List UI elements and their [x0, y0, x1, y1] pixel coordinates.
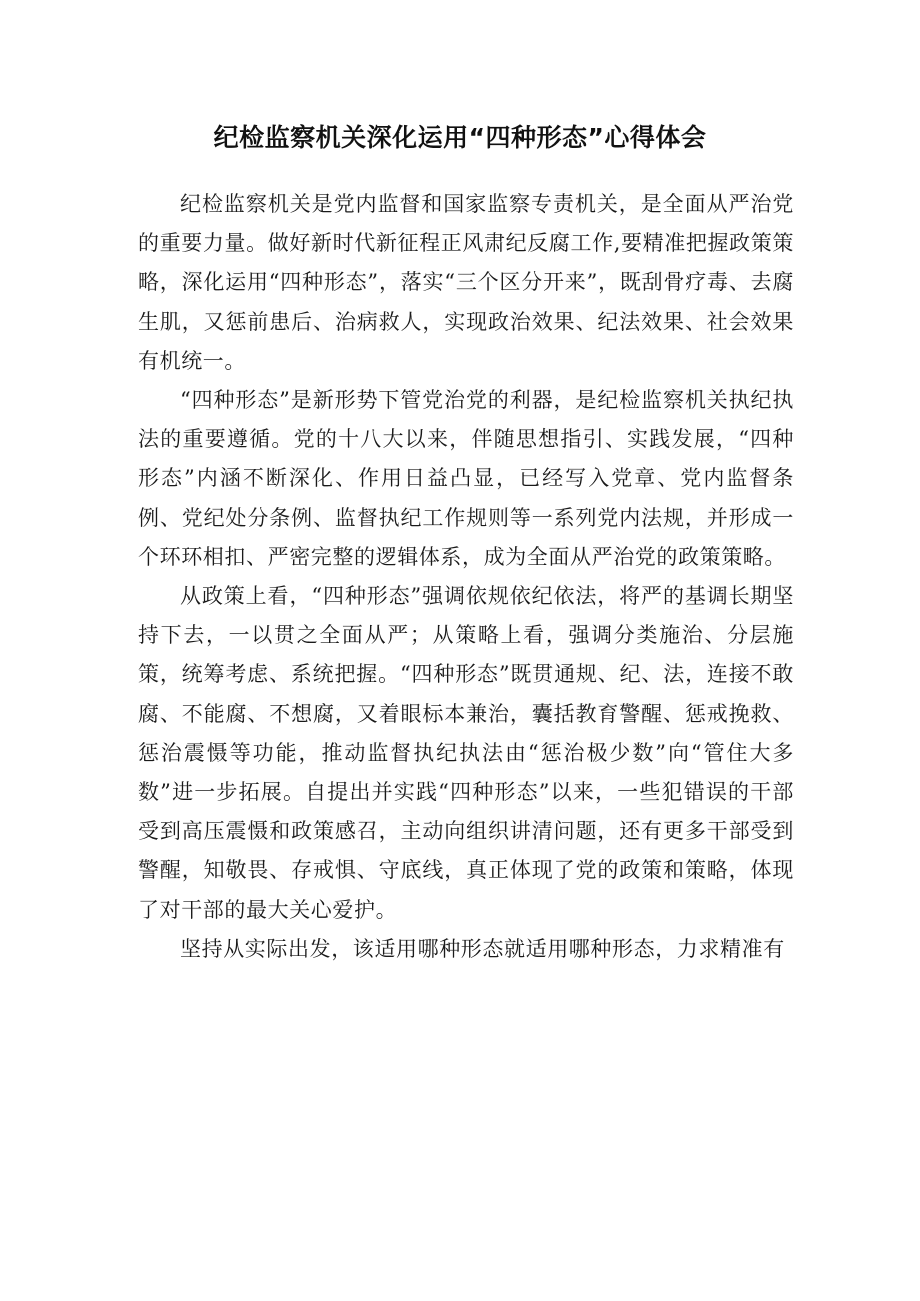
paragraph-3: 从政策上看，“四种形态”强调依规依纪依法，将严的基调长期坚持下去，一以贯之全面从严；从策略上看，强调分类施治、分层施策，统筹考虑、系统把握。“四种形态”既贯通规、纪、法，连接不敢腐、不能腐、不想腐，又着眼标本兼治，囊括教育警醒、惩戒挽救、惩治震慑等功能，推动监督执纪执法由“惩治极少数”向“管住大多数”进一步拓展。自提出并实践“四种形态”以来，一些犯错误的干部受到高压震慑和政策感召，主动向组织讲清问题，还有更多干部受到警醒，知敬畏、存戒惧、守底线，真正体现了党的政策和策略，体现了对干部的最大关心爱护。	[138, 584, 794, 922]
document-title: 纪检监察机关深化运用“四种形态”心得体会	[213, 123, 707, 152]
document-body	[138, 185, 794, 969]
paragraph-1: 纪检监察机关是党内监督和国家监察专责机关，是全面从严治党的重要力量。做好新时代新征程正风肃纪反腐工作,要精准把握政策策略，深化运用“四种形态”，落实“三个区分开来”，既刮骨疗毒、去腐生肌，又惩前患后、治病救人，实现政治效果、纪法效果、社会效果有机统一。	[138, 192, 794, 373]
paragraph-4: 坚持从实际出发，该适用哪种形态就适用哪种形态，力求精准有	[180, 936, 785, 961]
paragraph-2: “四种形态”是新形势下管党治党的利器，是纪检监察机关执纪执法的重要遵循。党的十八大以来，伴随思想指引、实践发展，“四种形态”内涵不断深化、作用日益凸显，已经写入党章、党内监督条例、党纪处分条例、监督执纪工作规则等一系列党内法规，并形成一个环环相扣、严密完整的逻辑体系，成为全面从严治党的政策策略。	[138, 388, 794, 569]
